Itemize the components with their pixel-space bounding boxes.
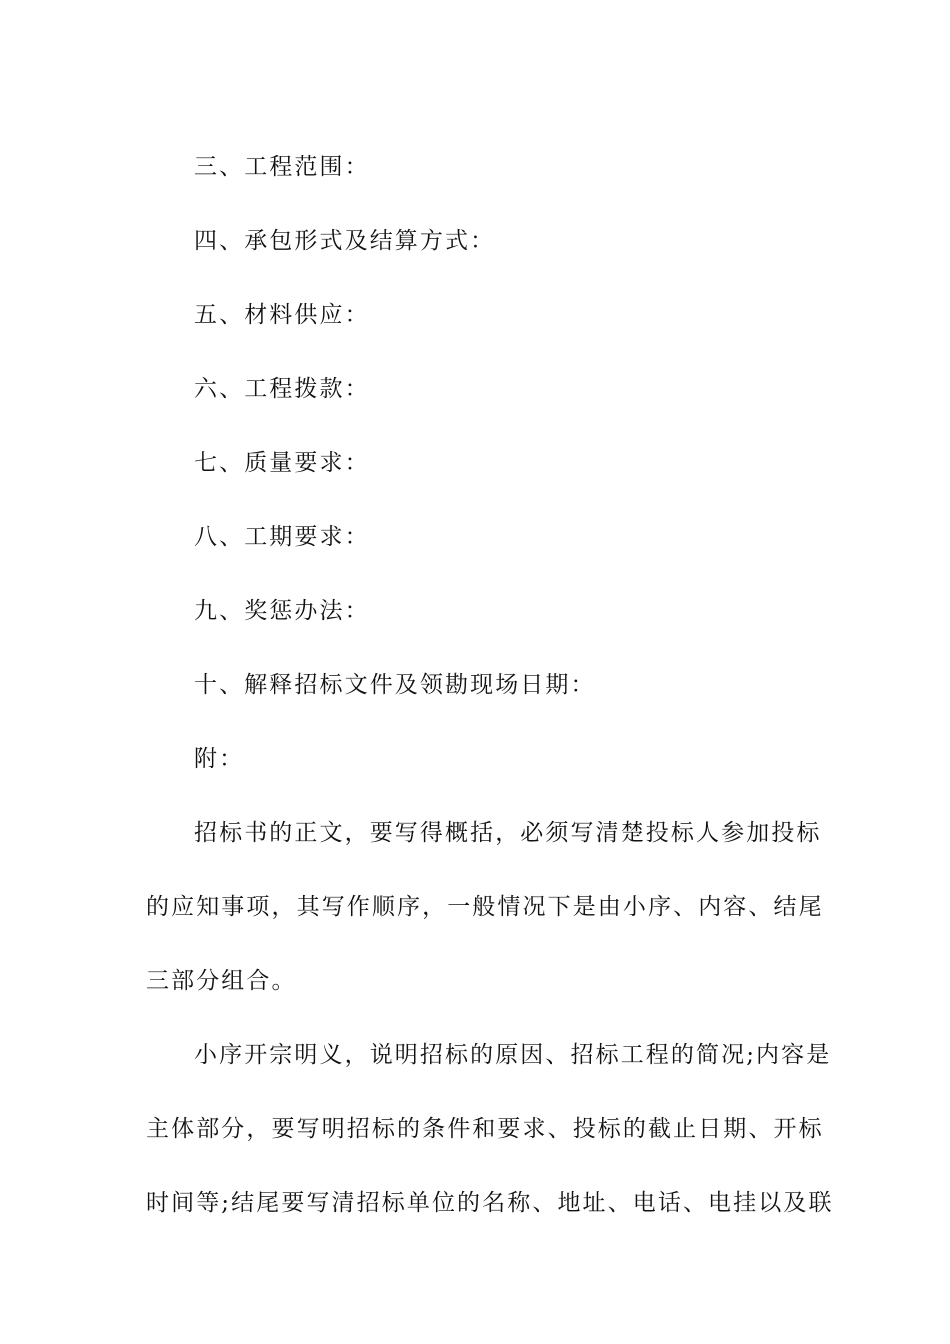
paragraph2-line1: 小序开宗明义，说明招标的原因、招标工程的简况;内容是 bbox=[194, 1042, 832, 1068]
paragraph1-line3: 三部分组合。 bbox=[146, 968, 297, 994]
heading-contract-form: 四、承包形式及结算方式： bbox=[194, 228, 496, 254]
document-body bbox=[146, 130, 834, 1240]
paragraph1-line1: 招标书的正文，要写得概括，必须写清楚投标人参加投标 bbox=[194, 820, 822, 846]
paragraph2-line2: 主体部分，要写明招标的条件和要求、投标的截止日期、开标 bbox=[146, 1116, 824, 1142]
heading-material-supply: 五、材料供应： bbox=[194, 302, 370, 328]
heading-payment: 六、工程拨款： bbox=[194, 376, 370, 402]
heading-site-visit: 十、解释招标文件及领勘现场日期： bbox=[194, 672, 596, 698]
heading-appendix: 附： bbox=[194, 746, 245, 772]
paragraph2-line3: 时间等;结尾要写清招标单位的名称、地址、电话、电挂以及联 bbox=[146, 1190, 834, 1216]
heading-quality: 七、质量要求： bbox=[194, 450, 370, 476]
paragraph1-line2: 的应知事项，其写作顺序，一般情况下是由小序、内容、结尾 bbox=[146, 894, 824, 920]
heading-rewards-penalties: 九、奖惩办法： bbox=[194, 598, 370, 624]
heading-scope: 三、工程范围： bbox=[194, 154, 370, 180]
heading-schedule: 八、工期要求： bbox=[194, 524, 370, 550]
